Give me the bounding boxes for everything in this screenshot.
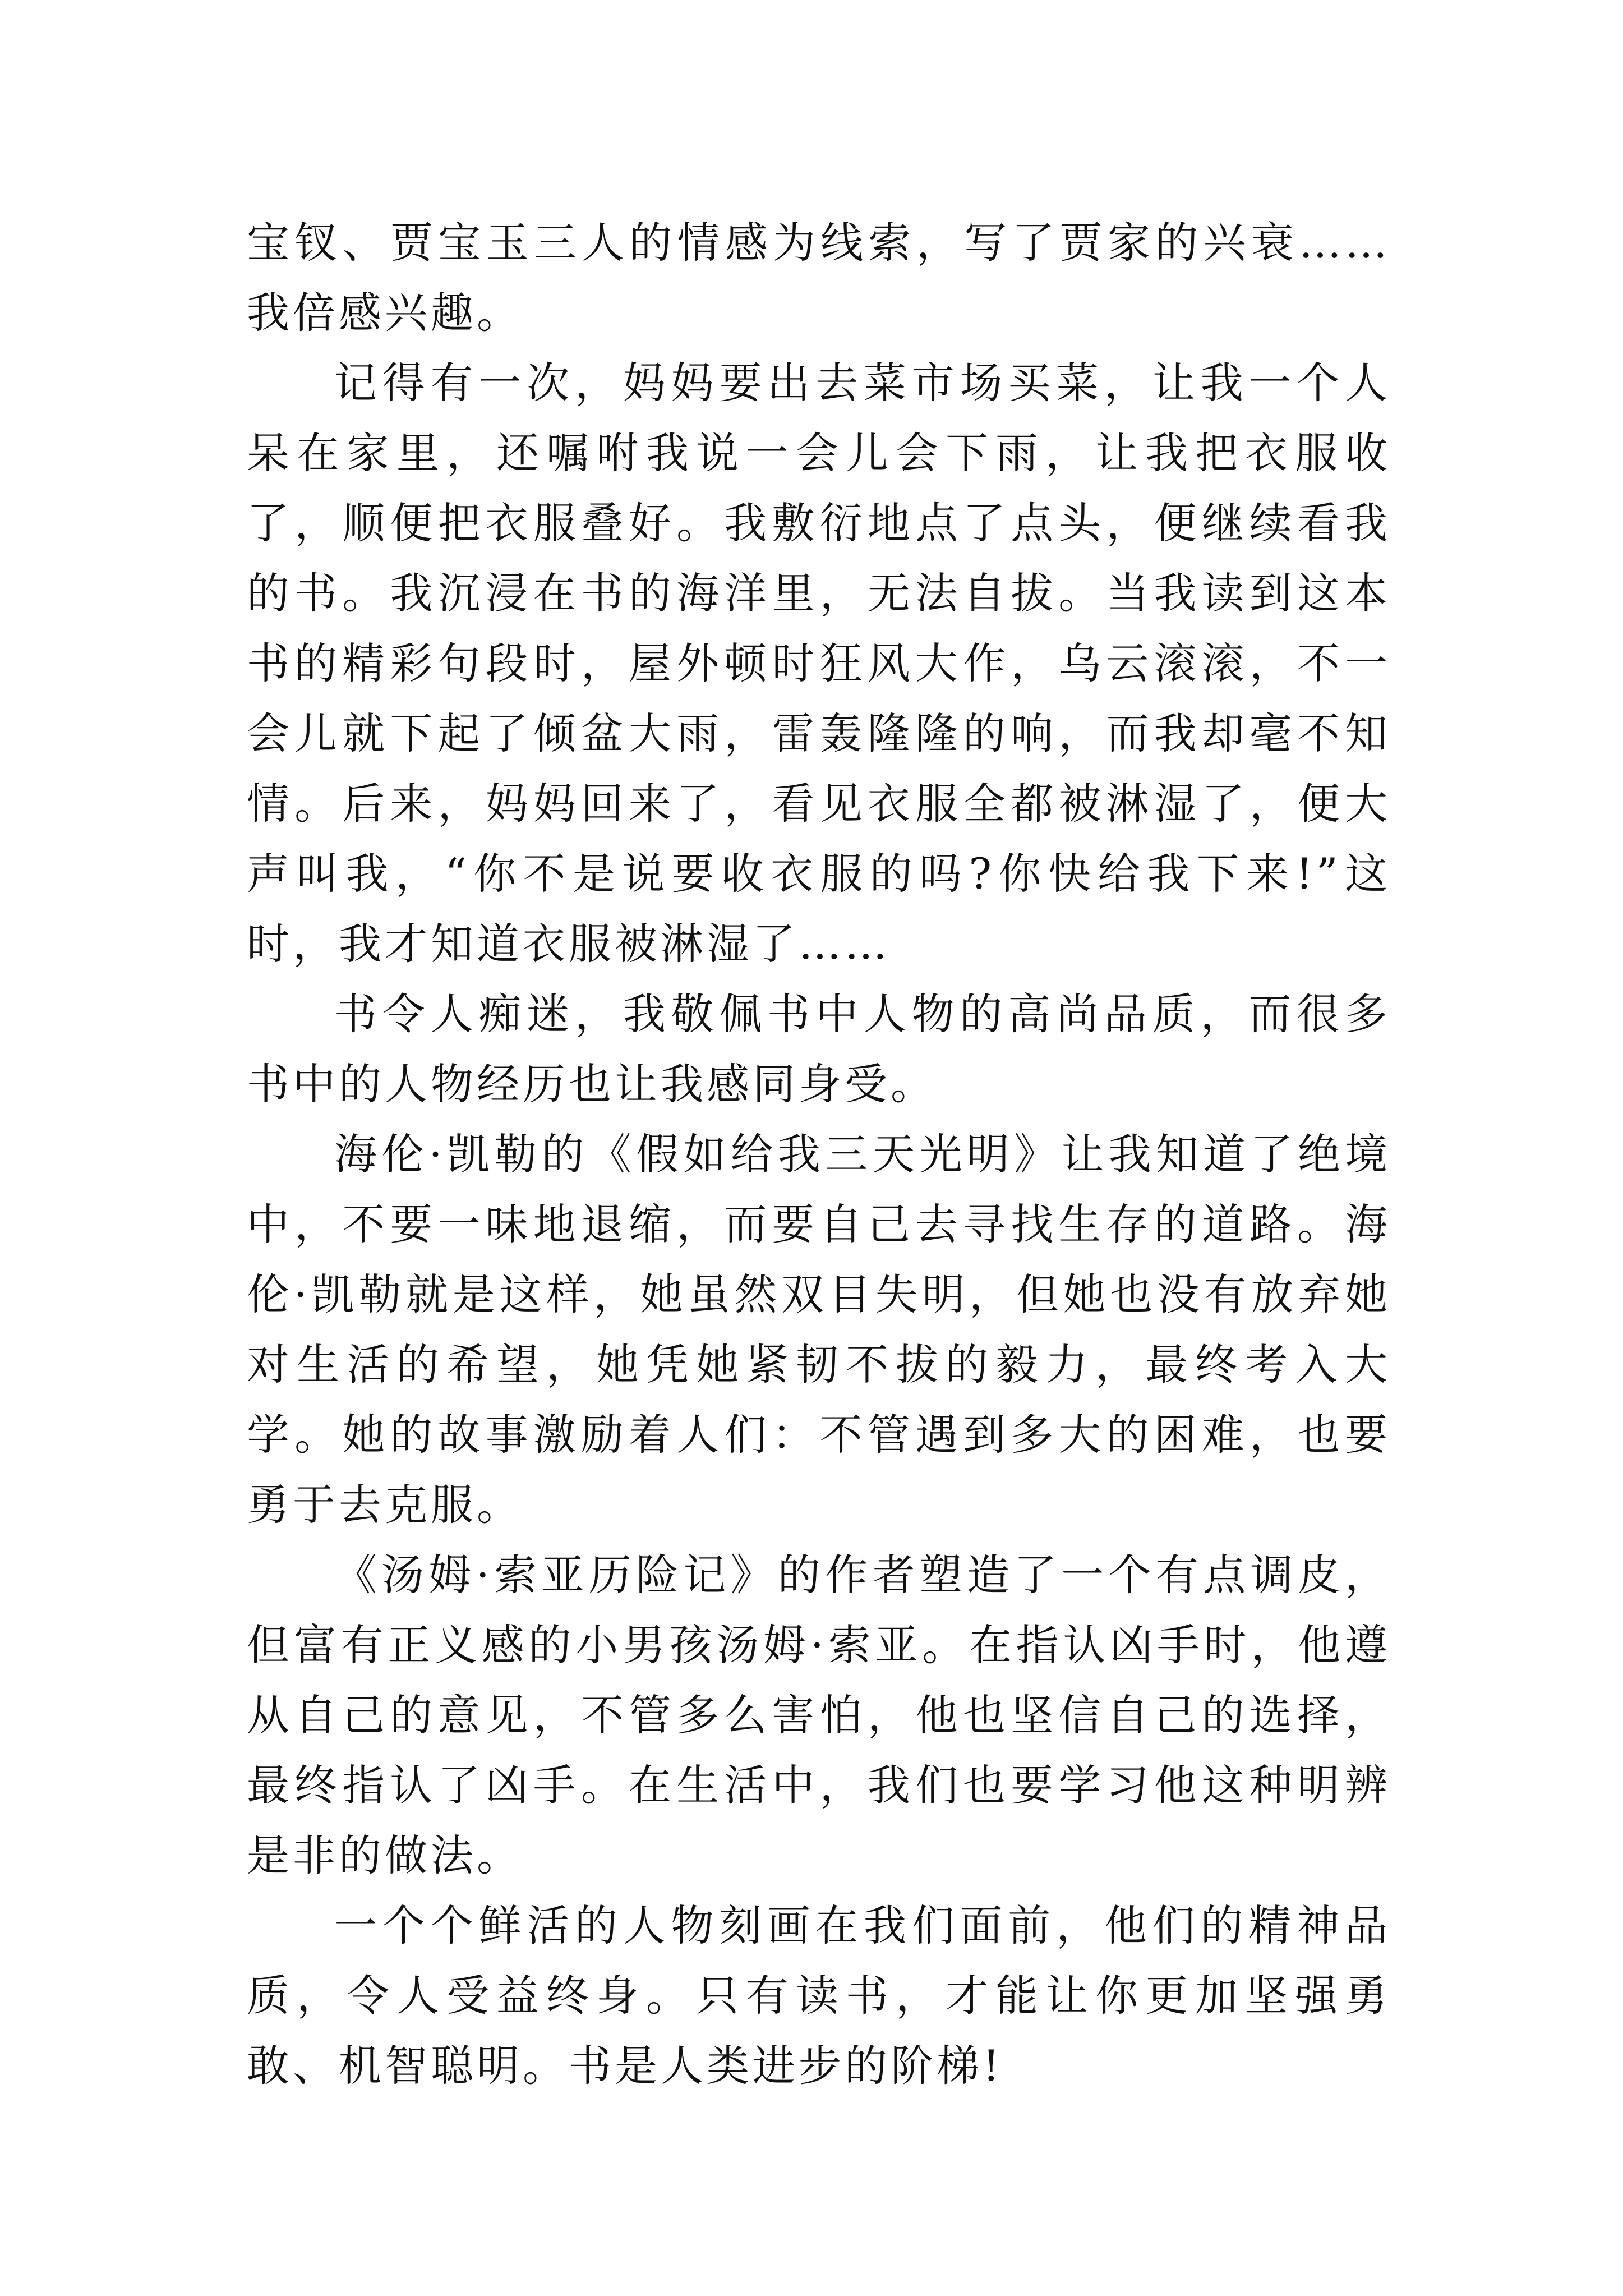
paragraph-2: 记得有一次，妈妈要出去菜市场买菜，让我一个人呆在家里，还嘱咐我说一会儿会下雨，让我把衣服收了，顺便把衣服叠好。我敷衍地点了点头，便继续看我的书。我沉浸在书的海洋里，无法自拔。当我读到这本书的精彩句段时，屋外顿时狂风大作，乌云滚滚，不一会儿就下起了倾盆大雨，雷轰隆隆的响，而我却毫不知情。后来，妈妈回来了，看见衣服全都被淋湿了，便大声叫我，“你不是说要收衣服的吗?你快给我下来!”这时，我才知道衣服被淋湿了…… (247, 358, 1391, 969)
paragraph-6: 一个个鲜活的人物刻画在我们面前，他们的精神品质，令人受益终身。只有读书，才能让你更加坚强勇敢、机智聪明。书是人类进步的阶梯! (247, 1901, 1391, 2091)
paragraph-3: 书令人痴迷，我敬佩书中人物的高尚品质，而很多书中的人物经历也让我感同身受。 (247, 989, 1391, 1109)
document-page (247, 208, 1391, 2101)
paragraph-4: 海伦·凯勒的《假如给我三天光明》让我知道了绝境中，不要一味地退缩，而要自己去寻找生存的道路。海伦·凯勒就是这样，她虽然双目失明，但她也没有放弃她对生活的希望，她凭她紧韧不拔的毅力，最终考入大学。她的故事激励着人们：不管遇到多大的困难，也要勇于去克服。 (247, 1129, 1391, 1530)
paragraph-1: 宝钗、贾宝玉三人的情感为线索，写了贾家的兴衰……我倍感兴趣。 (247, 218, 1391, 338)
paragraph-5: 《汤姆·索亚历险记》的作者塑造了一个有点调皮，但富有正义感的小男孩汤姆·索亚。在指认凶手时，他遵从自己的意见，不管多么害怕，他也坚信自己的选择，最终指认了凶手。在生活中，我们也要学习他这种明辨是非的做法。 (247, 1550, 1391, 1880)
